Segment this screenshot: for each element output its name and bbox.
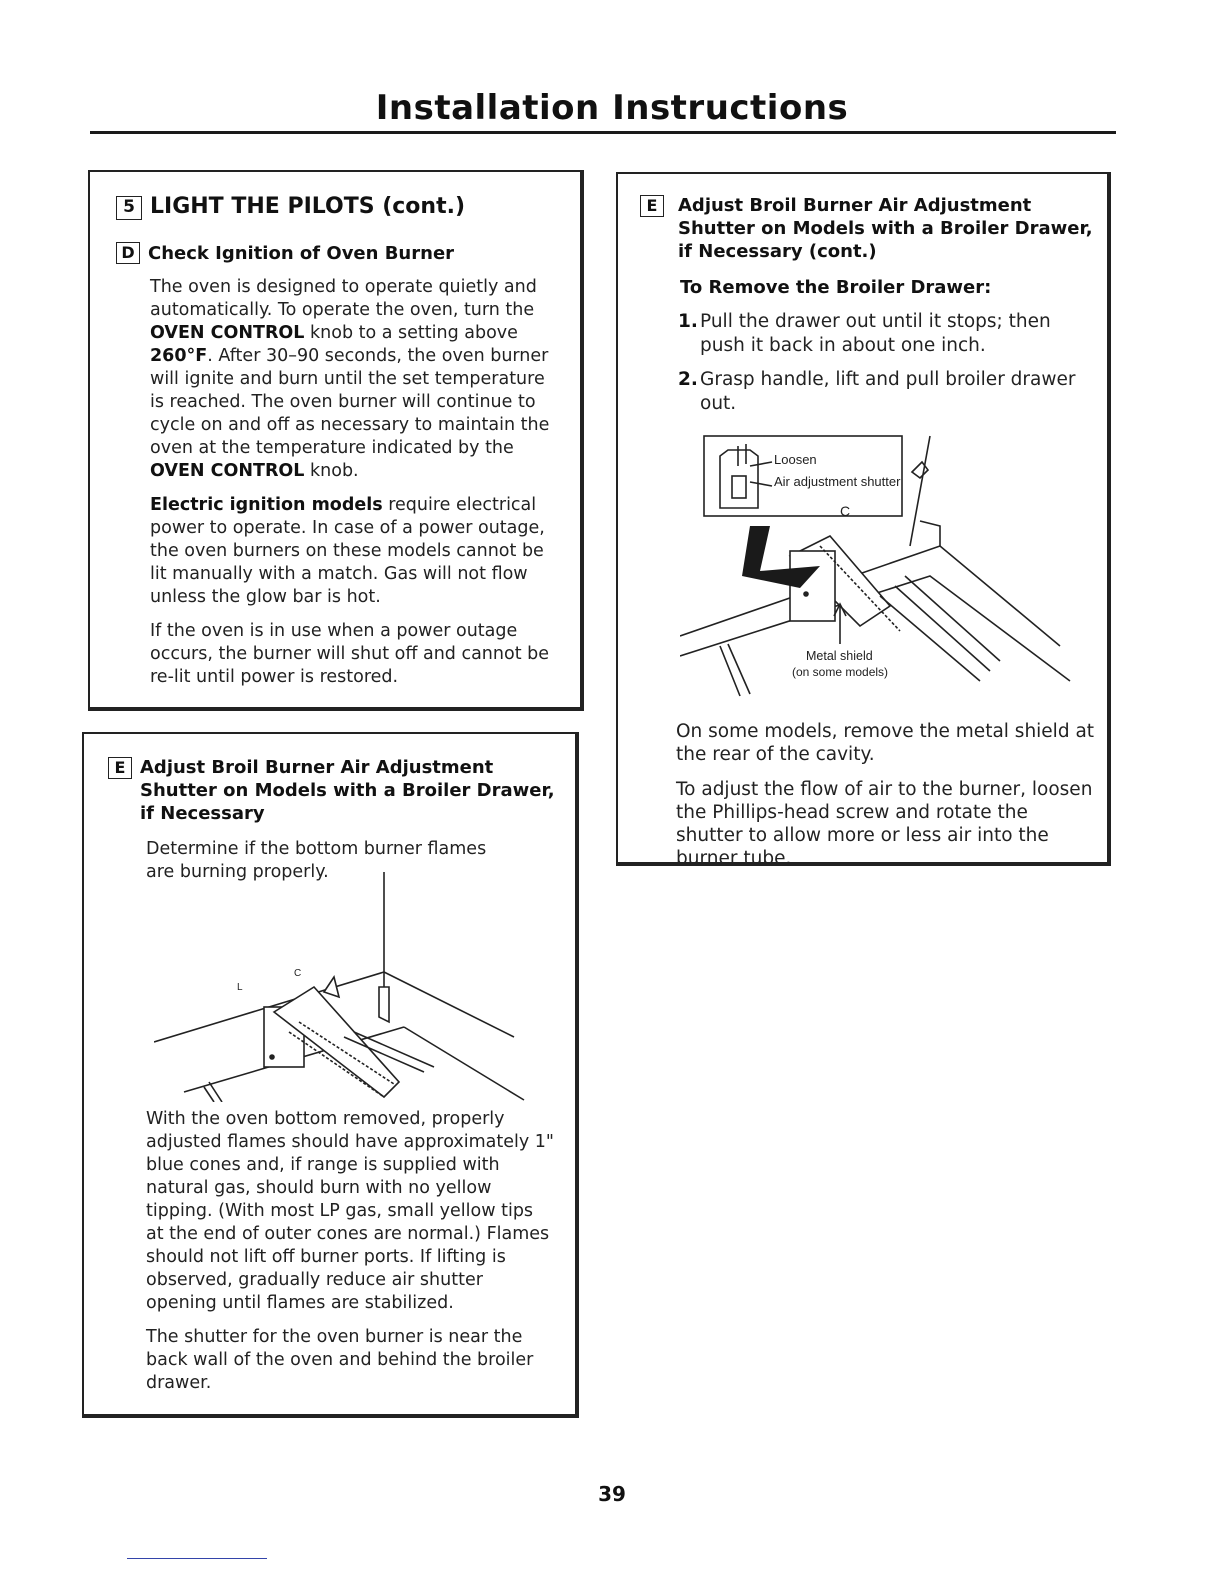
flame-check-intro: Determine if the bottom burner flames are burning properly. — [146, 839, 487, 882]
light-pilots-title: LIGHT THE PILOTS (cont.) — [150, 194, 466, 219]
oven-control-label-1: OVEN CONTROL — [150, 323, 305, 343]
broil-title-line-2: Shutter on Models with a Broiler Drawer, — [140, 780, 555, 801]
footer-rule — [127, 1558, 267, 1559]
power-outage-paragraph: If the oven is in use when a power outage occurs, the burner will shut off and cannot be re-lit until power is restored. — [150, 621, 549, 687]
page-title: Installation Instructions — [375, 88, 849, 128]
broil-title-line-3: if Necessary — [140, 803, 265, 824]
remove-drawer-heading: To Remove the Broiler Drawer: — [680, 277, 992, 298]
broiler-drawer-illustration — [680, 426, 1080, 716]
step-5-tag: 5 — [116, 196, 142, 220]
page-number: 39 — [598, 1482, 626, 1506]
remove-drawer-steps — [678, 310, 1088, 426]
broil-shutter-title-left — [140, 756, 555, 825]
broil-shutter-box-left — [82, 732, 579, 1418]
temperature-value: 260°F — [150, 346, 208, 366]
metal-shield-label: Metal shield — [806, 649, 873, 663]
electric-ignition-paragraph — [150, 494, 555, 609]
check-ignition-heading — [116, 242, 454, 265]
step-d-tag: D — [116, 242, 140, 264]
svg-text:C: C — [294, 968, 302, 979]
electric-ignition-label: Electric ignition models — [150, 495, 383, 515]
check-ignition-title: Check Ignition of Oven Burner — [148, 243, 455, 264]
step-e-tag-left: E — [108, 757, 132, 779]
remove-step-1 — [678, 310, 1088, 358]
broil-title-right-line-2: Shutter on Models with a Broiler Drawer, — [678, 218, 1093, 239]
broil-shutter-title-right — [678, 194, 1093, 263]
air-shutter-label: Air adjustment shutter — [774, 474, 901, 489]
flame-adjustment-paragraph: With the oven bottom removed, properly adjusted flames should have approximately 1" blue cones and, if range is supplied with natural gas, should burn with no yellow tipping. (With most LP gas, small yellow tips at the end of outer cones are normal.) Flames should not lift off burner ports. If lifting is observed, gradually reduce air shutter opening until flames are stabilized. — [146, 1109, 554, 1313]
broil-title-line-1: Adjust Broil Burner Air Adjustment — [140, 757, 494, 778]
electric-ignition-text: require electrical power to operate. In case of a power outage, the oven burners on these models cannot be lit manually with a match. Gas will not flow unless the glow bar is hot. — [150, 495, 545, 607]
broil-title-right-line-1: Adjust Broil Burner Air Adjustment — [678, 195, 1032, 216]
step-2-number: 2. — [678, 369, 698, 390]
oven-op-text-4: knob. — [304, 461, 359, 481]
oven-op-text-3: . After 30–90 seconds, the oven burner will ignite and burn until the set temperature is reached. The oven burner will continue to cycle on and off as necessary to maintain the oven at the temperature indicated by the — [150, 346, 550, 458]
airflow-adjust-paragraph: To adjust the flow of air to the burner, loosen the Phillips-head screw and rotate the shutter to allow more or less air into the burner tube. — [676, 779, 1093, 869]
broil-shutter-box-right — [616, 172, 1111, 869]
step-2-text: Grasp handle, lift and pull broiler drawer out. — [700, 369, 1076, 414]
metal-shield-paragraph: On some models, remove the metal shield at the rear of the cavity. — [676, 721, 1095, 765]
broil-title-right-line-3: if Necessary (cont.) — [678, 241, 877, 262]
remove-step-2 — [678, 368, 1088, 416]
metal-shield-note: (on some models) — [792, 665, 889, 679]
shutter-location-paragraph: The shutter for the oven burner is near the back wall of the oven and behind the broiler drawer. — [146, 1327, 534, 1393]
svg-text:L: L — [237, 982, 243, 993]
step-1-number: 1. — [678, 311, 698, 332]
light-pilots-box — [88, 170, 584, 711]
oven-op-text-1: The oven is designed to operate quietly and automatically. To operate the oven, turn the — [150, 277, 537, 320]
loosen-label: Loosen — [774, 452, 817, 467]
title-divider — [90, 131, 1116, 134]
step-1-text: Pull the drawer out until it stops; then push it back in about one inch. — [700, 311, 1051, 356]
oven-operation-paragraph — [150, 276, 555, 483]
light-pilots-heading — [116, 194, 465, 220]
step-e-tag-right: E — [640, 195, 664, 217]
broil-burner-illustration — [154, 872, 534, 1102]
oven-op-text-2: knob to a setting above — [304, 323, 518, 343]
svg-text:C: C — [840, 503, 851, 519]
broil-shutter-heading-right — [640, 194, 1093, 263]
broil-shutter-heading-left — [108, 756, 555, 825]
oven-control-label-2: OVEN CONTROL — [150, 461, 305, 481]
